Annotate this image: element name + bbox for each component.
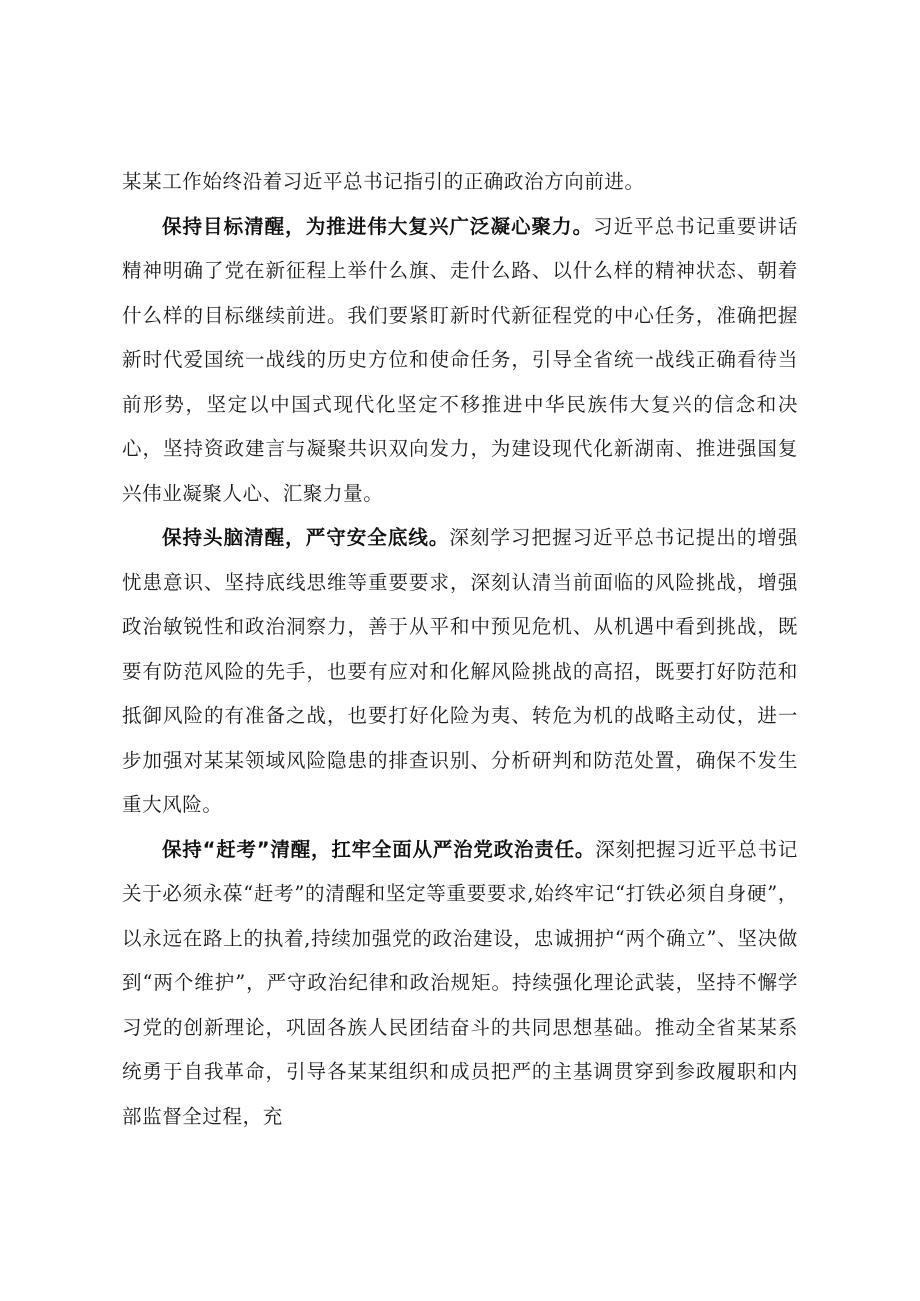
paragraph-goal-clarity bbox=[122, 205, 798, 517]
paragraph-heading: 保持头脑清醒，严守安全底线。 bbox=[162, 526, 450, 549]
paragraph-continuation bbox=[122, 160, 798, 205]
document-body bbox=[122, 160, 798, 1139]
paragraph-heading: 保持“赶考”清醒，扛牢全面从严治党政治责任。 bbox=[162, 837, 596, 861]
paragraph-heading: 保持目标清醒，为推进伟大复兴广泛凝心聚力。 bbox=[162, 214, 594, 238]
paragraph-exam-clarity bbox=[122, 828, 798, 1140]
paragraph-text: 深刻把握习近平总书记关于必须永葆“赶考”的清醒和坚定等重要要求,始终牢记“打铁必须自身硬”，以永远在路上的执着,持续加强党的政治建设，忠诚拥护“两个确立”、坚决做到“两个维护”，严守政治纪律和政治规矩。持续强化理论武装，坚持不懈学习党的创新理论，巩固各族人民团结奋斗的共同思想基础。推动全省某某系统勇于自我革命，引导各某某组织和成员把严的主基调贯穿到参政履职和内部监督全过程，充 bbox=[122, 837, 798, 1128]
paragraph-text: 某某工作始终沿着习近平总书记指引的正确政治方向前进。 bbox=[122, 170, 645, 193]
paragraph-text: 深刻学习把握习近平总书记提出的增强忧患意识、坚持底线思维等重要要求，深刻认清当前面临的风险挑战，增强政治敏锐性和政治洞察力，善于从平和中预见危机、从机遇中看到挑战，既要有防范风险的先手，也要有应对和化解风险挑战的高招，既要打好防范和抵御风险的有准备之战，也要打好化险为夷、转危为机的战略主动仗，进一步加强对某某领域风险隐患的排查识别、分析研判和防范处置，确保不发生重大风险。 bbox=[122, 526, 798, 816]
paragraph-text: 习近平总书记重要讲话精神明确了党在新征程上举什么旗、走什么路、以什么样的精神状态、朝着什么样的目标继续前进。我们要紧盯新时代新征程党的中心任务，准确把握新时代爱国统一战线的历史方位和使命任务，引导全省统一战线正确看待当前形势，坚定以中国式现代化坚定不移推进中华民族伟大复兴的信念和决心，坚持资政建言与凝聚共识双向发力，为建设现代化新湖南、推进强国复兴伟业凝聚人心、汇聚力量。 bbox=[122, 214, 798, 505]
paragraph-mind-clarity bbox=[122, 516, 798, 828]
